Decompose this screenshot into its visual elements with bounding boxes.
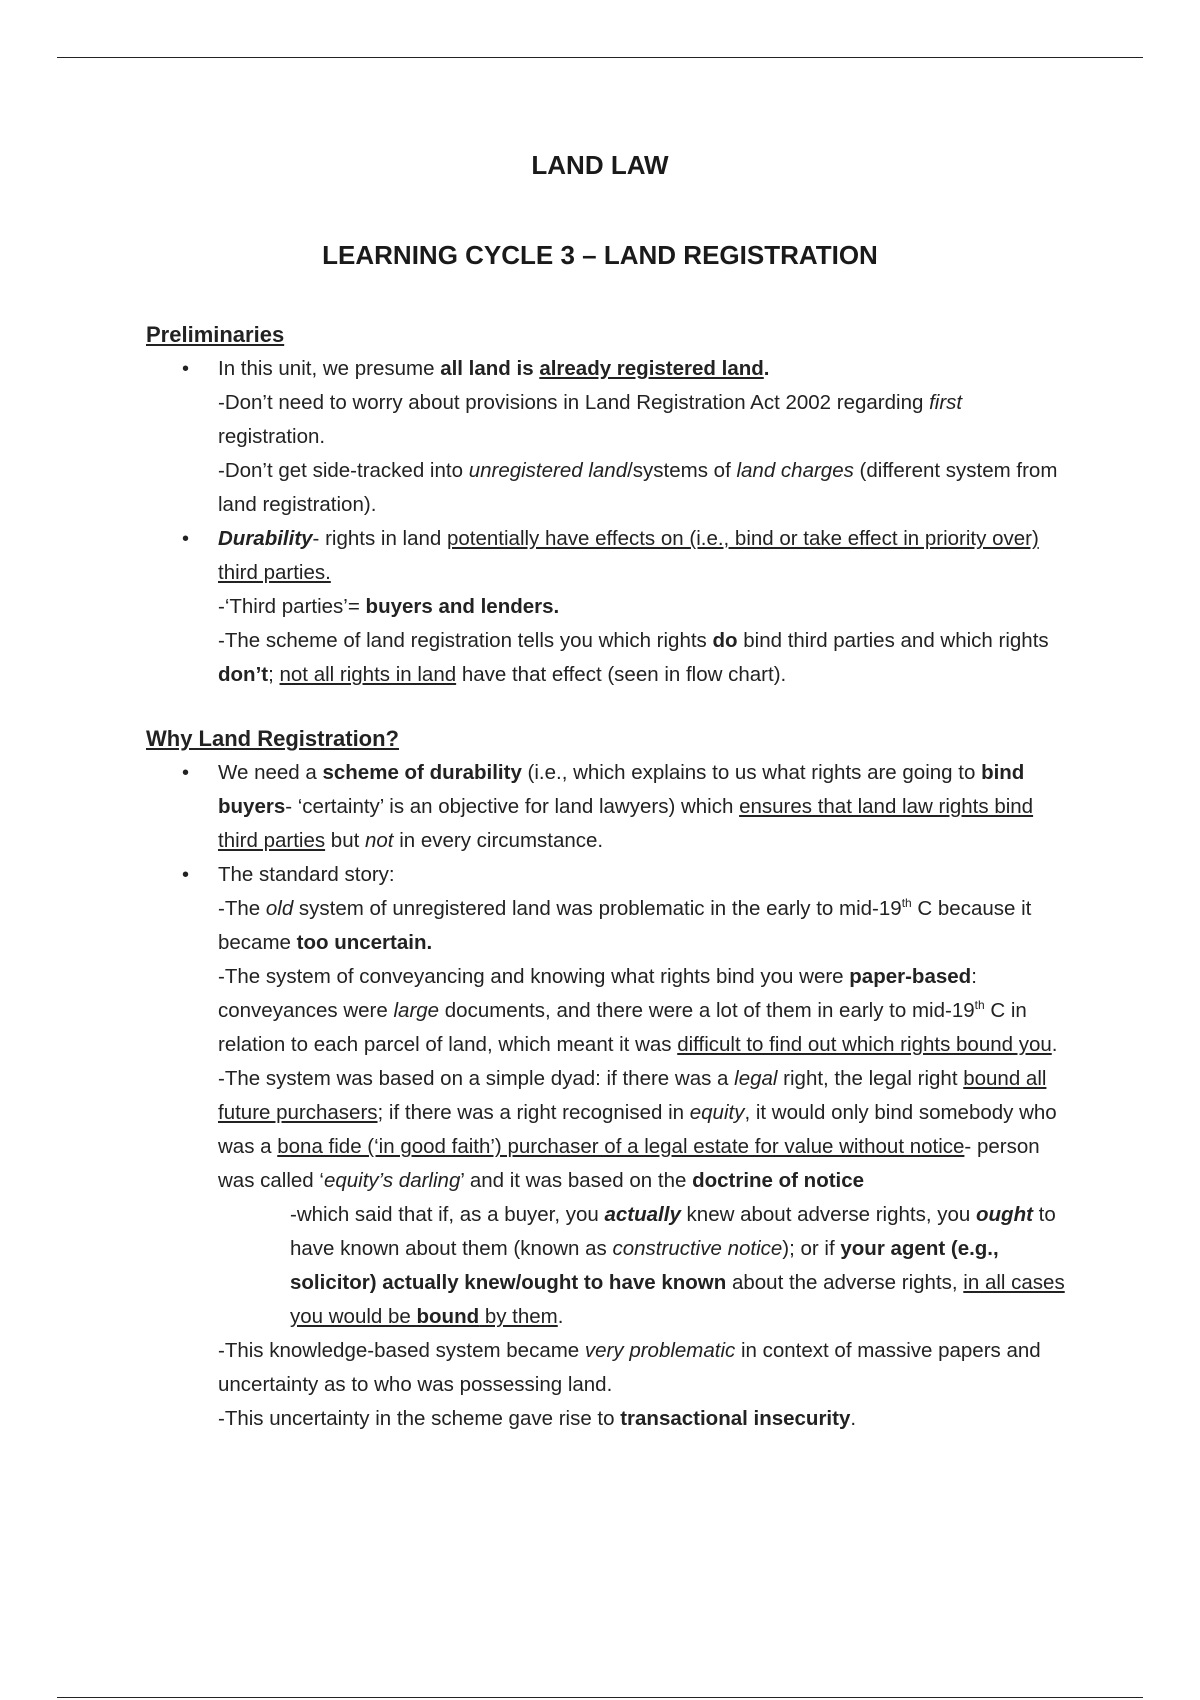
text-run-bold: don’t [218,663,269,686]
text-run: -Don’t need to worry about provisions in Land Registration Act 2002 regarding [218,391,930,414]
bullet-durability [146,522,1066,692]
superscript: th [974,998,985,1013]
text-run-italic: large [393,999,440,1022]
text-run: ’ and it was based on the [460,1169,693,1192]
text-run-bold-underline: already registered land [539,357,764,380]
text-run: . [850,1407,857,1430]
text-line [218,386,1066,454]
text-run: We need a [218,761,323,784]
bullet-scheme-of-durability [146,756,1066,858]
bullet-registered-land [146,352,1066,522]
text-run-bold-italic: Durability [218,527,313,550]
text-run: in every circumstance. [393,829,604,852]
text-run: to have known about them (known as [290,1203,1056,1260]
text-run-italic: equity [689,1101,745,1124]
text-run-underline: in all cases you would be [290,1271,1065,1328]
text-run: -which said that if, as a buyer, you [290,1203,605,1226]
text-line [218,522,1066,590]
text-run: documents, and there were a lot of them in early to mid-19 [439,999,975,1022]
text-run: In this unit, we presume [218,357,441,380]
text-run: - ‘certainty’ is an objective for land lawyers) which [285,795,740,818]
text-run: about the adverse rights, [726,1271,964,1294]
text-line [218,892,1066,960]
text-run-italic: equity’s darling [323,1169,461,1192]
text-run: -The system of conveyancing and knowing what rights bind you were [218,965,850,988]
text-run-italic: old [265,897,294,920]
text-run-bold: scheme of durability [322,761,522,784]
top-rule [57,57,1143,58]
text-run: -This knowledge-based system became [218,1339,585,1362]
why-list [146,756,1066,1436]
document-body [146,318,1066,1436]
text-run-italic: not [365,829,394,852]
bottom-rule [57,1697,1143,1698]
text-line [218,624,1066,692]
text-line: • The standard story: [218,863,395,886]
text-run-italic: legal [734,1067,778,1090]
document-subtitle: LEARNING CYCLE 3 – LAND REGISTRATION [322,240,878,270]
text-run: (different system from land registration). [218,459,1058,516]
text-run: -The scheme of land registration tells you which rights [218,629,713,652]
text-run: - person was called ‘ [218,1135,1040,1192]
text-run: : conveyances were [218,965,977,1022]
text-run: in context of massive papers and uncertainty as to who was possessing land. [218,1339,1041,1396]
text-run-bold: your agent (e.g., solicitor) actually knew/ought to have known [290,1237,999,1294]
text-run-italic: constructive notice [612,1237,783,1260]
text-run: (i.e., which explains to us what rights are going to [521,761,982,784]
text-run-underline: potentially have effects on (i.e., bind or take effect in priority over) third parties. [218,527,1039,584]
text-run: . [1051,1033,1058,1056]
text-run-underline: by them [479,1305,558,1328]
text-run: registration. [218,425,326,448]
text-line [218,960,1066,1062]
text-line [218,352,1066,386]
text-run: -‘Third parties’= [218,595,366,618]
text-run: C because it became [218,897,1032,954]
preliminaries-list [146,352,1066,692]
text-run: C in relation to each parcel of land, which meant it was [218,999,1027,1056]
text-line [218,1402,1066,1436]
text-run-underline: ensures that land law rights bind third parties [218,795,1034,852]
text-run: knew about adverse rights, you [680,1203,976,1226]
text-line [218,454,1066,522]
text-run: /systems of [627,459,737,482]
text-run: ; [268,663,280,686]
section-heading-preliminaries: Preliminaries [146,322,285,347]
text-run: , it would only bind somebody who was a [218,1101,1057,1158]
text-run: bind third parties and which rights [737,629,1049,652]
text-run-bold-underline: bound [416,1305,480,1328]
text-line [218,1334,1066,1402]
text-run-bold-italic: ought [976,1203,1033,1226]
section-heading-why-land-registration: Why Land Registration? [146,726,399,751]
text-run-bold: too uncertain. [296,931,433,954]
text-run-bold: transactional insecurity [620,1407,851,1430]
text-run: ; if there was a right recognised in [377,1101,690,1124]
text-run-bold: doctrine of notice [692,1169,865,1192]
text-run-underline: difficult to find out which rights bound you [677,1033,1052,1056]
text-run-underline: not all rights in land [279,663,457,686]
superscript: th [901,896,912,911]
text-run-italic: first [929,391,963,414]
document-title: LAND LAW [531,150,669,180]
text-run: have that effect (seen in flow chart). [456,663,787,686]
text-run: -The [218,897,266,920]
text-run: -The system was based on a simple dyad: if there was a [218,1067,735,1090]
text-line [218,590,1066,624]
text-line-indented [218,1198,1066,1334]
text-run: but [325,829,365,852]
text-run-italic: unregistered land [468,459,628,482]
text-run: system of unregistered land was problematic in the early to mid-19 [293,897,902,920]
text-line [218,1062,1066,1198]
text-run-underline: bound all future purchasers [218,1067,1047,1124]
text-line [218,756,1066,858]
text-run: . [557,1305,564,1328]
text-run: - rights in land [312,527,447,550]
text-run-italic: land charges [736,459,854,482]
text-run-bold-italic: actually [604,1203,681,1226]
text-run-bold: buyers and lenders. [365,595,560,618]
text-run-italic: very problematic [584,1339,736,1362]
bullet-standard-story [146,858,1066,1436]
text-run: ); or if [782,1237,841,1260]
text-run-bold: all land is [440,357,540,380]
text-run: -Don’t get side-tracked into [218,459,469,482]
text-run-bold: do [712,629,738,652]
text-run-underline: bona fide (‘in good faith’) purchaser of a legal estate for value without notice [277,1135,965,1158]
text-run: -This uncertainty in the scheme gave rise to [218,1407,621,1430]
text-run: right, the legal right [777,1067,964,1090]
text-run-bold: bind buyers [218,761,1025,818]
text-run-bold: paper-based [849,965,972,988]
text-run-bold: . [763,357,770,380]
